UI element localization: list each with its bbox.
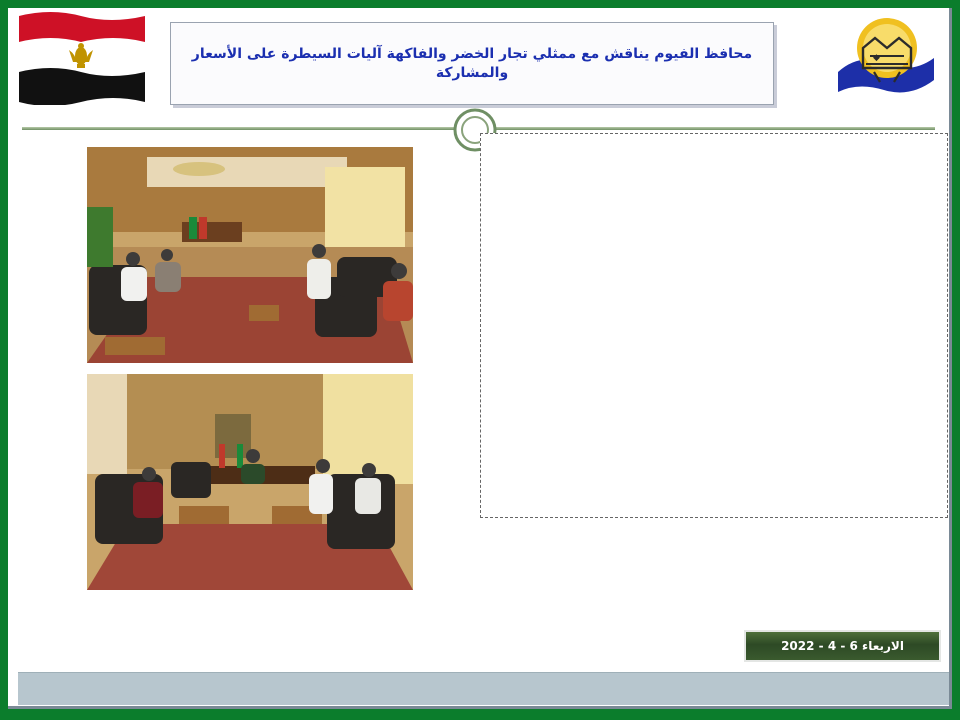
headline-box <box>170 22 774 105</box>
egypt-flag-icon <box>17 10 146 105</box>
news-page <box>8 8 952 709</box>
headline-title: محافظ الفيوم يناقش مع ممثلي تجار الخضر والفاكهة آليات السيطرة على الأسعار والمشاركة <box>191 45 753 81</box>
article-body <box>480 133 948 518</box>
svg-text:◆: ◆ <box>873 53 880 63</box>
fayoum-governorate-logo-icon <box>830 10 940 110</box>
meeting-photo-2-icon <box>87 374 413 590</box>
date-text: الاربعاء 6 - 4 - 2022 <box>781 639 904 653</box>
meeting-photo-1-icon <box>87 147 413 363</box>
date-banner <box>744 630 941 662</box>
footer-bar <box>18 672 949 705</box>
